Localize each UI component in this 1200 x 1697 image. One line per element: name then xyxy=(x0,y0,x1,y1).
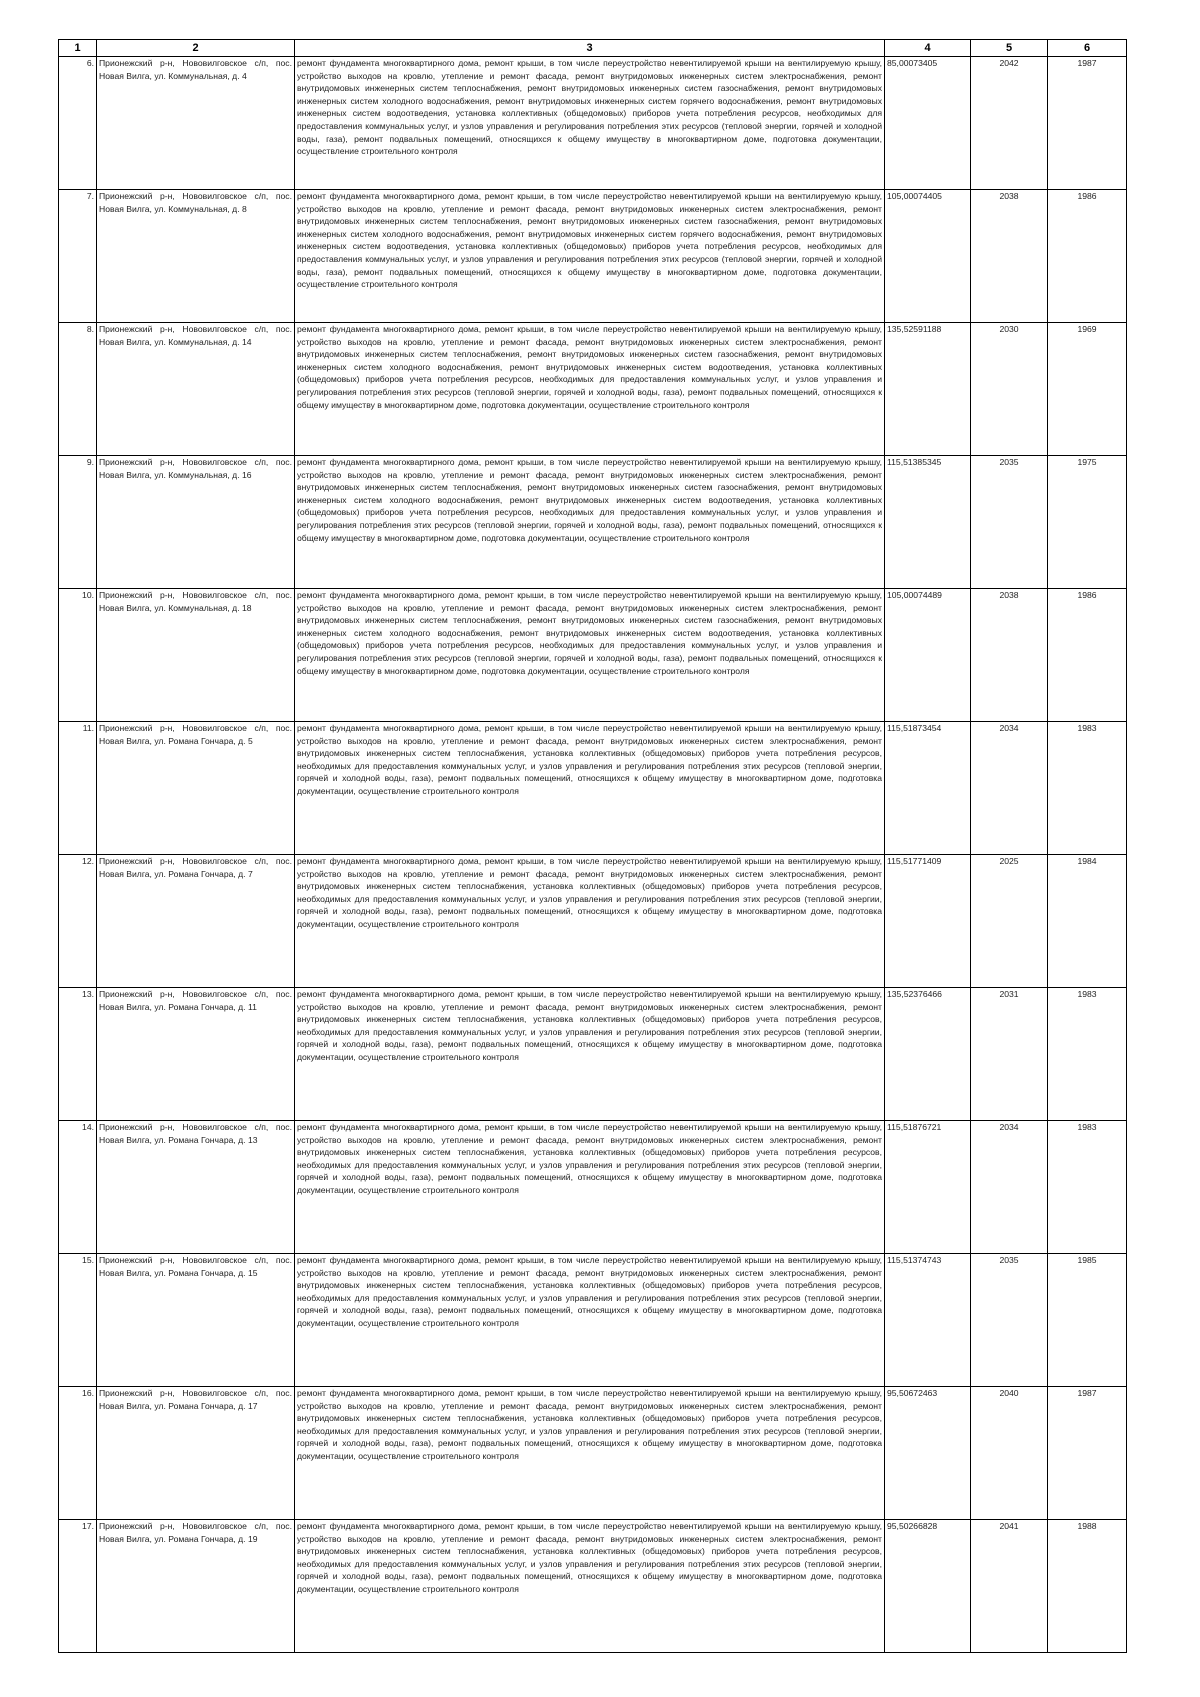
built-year-cell: 1985 xyxy=(1048,1254,1127,1387)
table-row xyxy=(59,456,1127,589)
address-cell: Прионежский р-н, Нововилговское с/п, пос. Новая Вилга, ул. Коммунальная, д. 4 xyxy=(97,57,295,190)
value-cell: 105,00074405 xyxy=(885,190,971,323)
built-year-cell: 1986 xyxy=(1048,589,1127,722)
row-number: 15. xyxy=(59,1254,97,1387)
header-col-4: 4 xyxy=(885,40,971,57)
header-col-2: 2 xyxy=(97,40,295,57)
year-cell: 2038 xyxy=(971,589,1048,722)
value-cell: 115,51374743 xyxy=(885,1254,971,1387)
works-cell: ремонт фундамента многоквартирного дома, ремонт крыши, в том числе переустройство невентилируемой крыши на вентилируемую крышу, устройство выходов на кровлю, утепление и ремонт фасада, ремонт внутридомовых инженерных систем электроснабжения, ремонт внутридомовых инженерных систем теплоснабжения, ремонт внутридомовых инженерных систем газоснабжения, ремонт внутридомовых инженерных систем холодного водоснабжения, ремонт внутридомовых инженерных систем горячего водоснабжения, ремонт внутридомовых инженерных систем водоотведения, установка коллективных (общедомовых) приборов учета потребления ресурсов, необходимых для предоставления коммунальных услуг, и узлов управления и регулирования потребления этих ресурсов (тепловой энергии, горячей и холодной воды, газа), ремонт подвальных помещений, относящихся к общему имуществу в многоквартирном доме, подготовка документации, осуществление строительного контроля xyxy=(295,57,885,190)
value-cell: 95,50672463 xyxy=(885,1387,971,1520)
built-year-cell: 1969 xyxy=(1048,323,1127,456)
address-cell: Прионежский р-н, Нововилговское с/п, пос. Новая Вилга, ул. Коммунальная, д. 16 xyxy=(97,456,295,589)
year-cell: 2041 xyxy=(971,1520,1048,1653)
address-cell: Прионежский р-н, Нововилговское с/п, пос. Новая Вилга, ул. Коммунальная, д. 14 xyxy=(97,323,295,456)
row-number: 10. xyxy=(59,589,97,722)
table-body xyxy=(59,57,1127,1653)
works-cell: ремонт фундамента многоквартирного дома, ремонт крыши, в том числе переустройство невентилируемой крыши на вентилируемую крышу, устройство выходов на кровлю, утепление и ремонт фасада, ремонт внутридомовых инженерных систем электроснабжения, ремонт внутридомовых инженерных систем теплоснабжения, установка коллективных (общедомовых) приборов учета потребления ресурсов, необходимых для предоставления коммунальных услуг, и узлов управления и регулирования потребления этих ресурсов (тепловой энергии, горячей и холодной воды, газа), ремонт подвальных помещений, относящихся к общему имуществу в многоквартирном доме, подготовка документации, осуществление строительного контроля xyxy=(295,988,885,1121)
table-row xyxy=(59,323,1127,456)
built-year-cell: 1983 xyxy=(1048,1121,1127,1254)
address-cell: Прионежский р-н, Нововилговское с/п, пос. Новая Вилга, ул. Коммунальная, д. 18 xyxy=(97,589,295,722)
row-number: 13. xyxy=(59,988,97,1121)
year-cell: 2035 xyxy=(971,1254,1048,1387)
works-cell: ремонт фундамента многоквартирного дома, ремонт крыши, в том числе переустройство невентилируемой крыши на вентилируемую крышу, устройство выходов на кровлю, утепление и ремонт фасада, ремонт внутридомовых инженерных систем электроснабжения, ремонт внутридомовых инженерных систем теплоснабжения, установка коллективных (общедомовых) приборов учета потребления ресурсов, необходимых для предоставления коммунальных услуг, и узлов управления и регулирования потребления этих ресурсов (тепловой энергии, горячей и холодной воды, газа), ремонт подвальных помещений, относящихся к общему имуществу в многоквартирном доме, подготовка документации, осуществление строительного контроля xyxy=(295,1387,885,1520)
row-number: 17. xyxy=(59,1520,97,1653)
row-number: 11. xyxy=(59,722,97,855)
address-cell: Прионежский р-н, Нововилговское с/п, пос. Новая Вилга, ул. Коммунальная, д. 8 xyxy=(97,190,295,323)
year-cell: 2038 xyxy=(971,190,1048,323)
table-row xyxy=(59,855,1127,988)
header-col-5: 5 xyxy=(971,40,1048,57)
works-cell: ремонт фундамента многоквартирного дома, ремонт крыши, в том числе переустройство невентилируемой крыши на вентилируемую крышу, устройство выходов на кровлю, утепление и ремонт фасада, ремонт внутридомовых инженерных систем электроснабжения, ремонт внутридомовых инженерных систем теплоснабжения, ремонт внутридомовых инженерных систем газоснабжения, ремонт внутридомовых инженерных систем холодного водоснабжения, ремонт внутридомовых инженерных систем водоотведения, установка коллективных (общедомовых) приборов учета потребления ресурсов, необходимых для предоставления коммунальных услуг, и узлов управления и регулирования потребления этих ресурсов (тепловой энергии, горячей и холодной воды, газа), ремонт подвальных помещений, относящихся к общему имуществу в многоквартирном доме, подготовка документации, осуществление строительного контроля xyxy=(295,323,885,456)
table-row xyxy=(59,589,1127,722)
year-cell: 2031 xyxy=(971,988,1048,1121)
header-col-6: 6 xyxy=(1048,40,1127,57)
address-cell: Прионежский р-н, Нововилговское с/п, пос. Новая Вилга, ул. Романа Гончара, д. 15 xyxy=(97,1254,295,1387)
header-col-1: 1 xyxy=(59,40,97,57)
works-table xyxy=(58,39,1127,1653)
row-number: 16. xyxy=(59,1387,97,1520)
built-year-cell: 1983 xyxy=(1048,722,1127,855)
value-cell: 85,00073405 xyxy=(885,57,971,190)
year-cell: 2034 xyxy=(971,1121,1048,1254)
address-cell: Прионежский р-н, Нововилговское с/п, пос. Новая Вилга, ул. Романа Гончара, д. 7 xyxy=(97,855,295,988)
value-cell: 115,51876721 xyxy=(885,1121,971,1254)
built-year-cell: 1988 xyxy=(1048,1520,1127,1653)
works-cell: ремонт фундамента многоквартирного дома, ремонт крыши, в том числе переустройство невентилируемой крыши на вентилируемую крышу, устройство выходов на кровлю, утепление и ремонт фасада, ремонт внутридомовых инженерных систем электроснабжения, ремонт внутридомовых инженерных систем теплоснабжения, ремонт внутридомовых инженерных систем газоснабжения, ремонт внутридомовых инженерных систем холодного водоснабжения, ремонт внутридомовых инженерных систем водоотведения, установка коллективных (общедомовых) приборов учета потребления ресурсов, необходимых для предоставления коммунальных услуг, и узлов управления и регулирования потребления этих ресурсов (тепловой энергии, горячей и холодной воды, газа), ремонт подвальных помещений, относящихся к общему имуществу в многоквартирном доме, подготовка документации, осуществление строительного контроля xyxy=(295,456,885,589)
works-cell: ремонт фундамента многоквартирного дома, ремонт крыши, в том числе переустройство невентилируемой крыши на вентилируемую крышу, устройство выходов на кровлю, утепление и ремонт фасада, ремонт внутридомовых инженерных систем электроснабжения, ремонт внутридомовых инженерных систем теплоснабжения, установка коллективных (общедомовых) приборов учета потребления ресурсов, необходимых для предоставления коммунальных услуг, и узлов управления и регулирования потребления этих ресурсов (тепловой энергии, горячей и холодной воды, газа), ремонт подвальных помещений, относящихся к общему имуществу в многоквартирном доме, подготовка документации, осуществление строительного контроля xyxy=(295,1121,885,1254)
address-cell: Прионежский р-н, Нововилговское с/п, пос. Новая Вилга, ул. Романа Гончара, д. 13 xyxy=(97,1121,295,1254)
value-cell: 95,50266828 xyxy=(885,1520,971,1653)
table-row xyxy=(59,1520,1127,1653)
row-number: 6. xyxy=(59,57,97,190)
header-row xyxy=(59,40,1127,57)
built-year-cell: 1987 xyxy=(1048,1387,1127,1520)
table-row xyxy=(59,57,1127,190)
value-cell: 115,51385345 xyxy=(885,456,971,589)
table-row xyxy=(59,988,1127,1121)
year-cell: 2030 xyxy=(971,323,1048,456)
row-number: 9. xyxy=(59,456,97,589)
built-year-cell: 1986 xyxy=(1048,190,1127,323)
works-cell: ремонт фундамента многоквартирного дома, ремонт крыши, в том числе переустройство невентилируемой крыши на вентилируемую крышу, устройство выходов на кровлю, утепление и ремонт фасада, ремонт внутридомовых инженерных систем электроснабжения, ремонт внутридомовых инженерных систем теплоснабжения, ремонт внутридомовых инженерных систем газоснабжения, ремонт внутридомовых инженерных систем холодного водоснабжения, ремонт внутридомовых инженерных систем горячего водоснабжения, ремонт внутридомовых инженерных систем водоотведения, установка коллективных (общедомовых) приборов учета потребления ресурсов, необходимых для предоставления коммунальных услуг, и узлов управления и регулирования потребления этих ресурсов (тепловой энергии, горячей и холодной воды, газа), ремонт подвальных помещений, относящихся к общему имуществу в многоквартирном доме, подготовка документации, осуществление строительного контроля xyxy=(295,190,885,323)
row-number: 14. xyxy=(59,1121,97,1254)
value-cell: 115,51771409 xyxy=(885,855,971,988)
year-cell: 2035 xyxy=(971,456,1048,589)
works-cell: ремонт фундамента многоквартирного дома, ремонт крыши, в том числе переустройство невентилируемой крыши на вентилируемую крышу, устройство выходов на кровлю, утепление и ремонт фасада, ремонт внутридомовых инженерных систем электроснабжения, ремонт внутридомовых инженерных систем теплоснабжения, установка коллективных (общедомовых) приборов учета потребления ресурсов, необходимых для предоставления коммунальных услуг, и узлов управления и регулирования потребления этих ресурсов (тепловой энергии, горячей и холодной воды, газа), ремонт подвальных помещений, относящихся к общему имуществу в многоквартирном доме, подготовка документации, осуществление строительного контроля xyxy=(295,855,885,988)
built-year-cell: 1983 xyxy=(1048,988,1127,1121)
table-row xyxy=(59,1121,1127,1254)
table-row xyxy=(59,1387,1127,1520)
row-number: 12. xyxy=(59,855,97,988)
built-year-cell: 1984 xyxy=(1048,855,1127,988)
year-cell: 2042 xyxy=(971,57,1048,190)
table-row xyxy=(59,190,1127,323)
value-cell: 135,52591188 xyxy=(885,323,971,456)
value-cell: 115,51873454 xyxy=(885,722,971,855)
header-col-3: 3 xyxy=(295,40,885,57)
address-cell: Прионежский р-н, Нововилговское с/п, пос. Новая Вилга, ул. Романа Гончара, д. 5 xyxy=(97,722,295,855)
address-cell: Прионежский р-н, Нововилговское с/п, пос. Новая Вилга, ул. Романа Гончара, д. 17 xyxy=(97,1387,295,1520)
value-cell: 105,00074489 xyxy=(885,589,971,722)
built-year-cell: 1975 xyxy=(1048,456,1127,589)
year-cell: 2040 xyxy=(971,1387,1048,1520)
table-row xyxy=(59,1254,1127,1387)
row-number: 7. xyxy=(59,190,97,323)
works-cell: ремонт фундамента многоквартирного дома, ремонт крыши, в том числе переустройство невентилируемой крыши на вентилируемую крышу, устройство выходов на кровлю, утепление и ремонт фасада, ремонт внутридомовых инженерных систем электроснабжения, ремонт внутридомовых инженерных систем теплоснабжения, установка коллективных (общедомовых) приборов учета потребления ресурсов, необходимых для предоставления коммунальных услуг, и узлов управления и регулирования потребления этих ресурсов (тепловой энергии, горячей и холодной воды, газа), ремонт подвальных помещений, относящихся к общему имуществу в многоквартирном доме, подготовка документации, осуществление строительного контроля xyxy=(295,1520,885,1653)
table-row xyxy=(59,722,1127,855)
value-cell: 135,52376466 xyxy=(885,988,971,1121)
year-cell: 2034 xyxy=(971,722,1048,855)
address-cell: Прионежский р-н, Нововилговское с/п, пос. Новая Вилга, ул. Романа Гончара, д. 11 xyxy=(97,988,295,1121)
works-cell: ремонт фундамента многоквартирного дома, ремонт крыши, в том числе переустройство невентилируемой крыши на вентилируемую крышу, устройство выходов на кровлю, утепление и ремонт фасада, ремонт внутридомовых инженерных систем электроснабжения, ремонт внутридомовых инженерных систем теплоснабжения, установка коллективных (общедомовых) приборов учета потребления ресурсов, необходимых для предоставления коммунальных услуг, и узлов управления и регулирования потребления этих ресурсов (тепловой энергии, горячей и холодной воды, газа), ремонт подвальных помещений, относящихся к общему имуществу в многоквартирном доме, подготовка документации, осуществление строительного контроля xyxy=(295,1254,885,1387)
built-year-cell: 1987 xyxy=(1048,57,1127,190)
works-cell: ремонт фундамента многоквартирного дома, ремонт крыши, в том числе переустройство невентилируемой крыши на вентилируемую крышу, устройство выходов на кровлю, утепление и ремонт фасада, ремонт внутридомовых инженерных систем электроснабжения, ремонт внутридомовых инженерных систем теплоснабжения, ремонт внутридомовых инженерных систем газоснабжения, ремонт внутридомовых инженерных систем холодного водоснабжения, ремонт внутридомовых инженерных систем водоотведения, установка коллективных (общедомовых) приборов учета потребления ресурсов, необходимых для предоставления коммунальных услуг, и узлов управления и регулирования потребления этих ресурсов (тепловой энергии, горячей и холодной воды, газа), ремонт подвальных помещений, относящихся к общему имуществу в многоквартирном доме, подготовка документации, осуществление строительного контроля xyxy=(295,589,885,722)
year-cell: 2025 xyxy=(971,855,1048,988)
works-cell: ремонт фундамента многоквартирного дома, ремонт крыши, в том числе переустройство невентилируемой крыши на вентилируемую крышу, устройство выходов на кровлю, утепление и ремонт фасада, ремонт внутридомовых инженерных систем электроснабжения, ремонт внутридомовых инженерных систем теплоснабжения, установка коллективных (общедомовых) приборов учета потребления ресурсов, необходимых для предоставления коммунальных услуг, и узлов управления и регулирования потребления этих ресурсов (тепловой энергии, горячей и холодной воды, газа), ремонт подвальных помещений, относящихся к общему имуществу в многоквартирном доме, подготовка документации, осуществление строительного контроля xyxy=(295,722,885,855)
row-number: 8. xyxy=(59,323,97,456)
address-cell: Прионежский р-н, Нововилговское с/п, пос. Новая Вилга, ул. Романа Гончара, д. 19 xyxy=(97,1520,295,1653)
